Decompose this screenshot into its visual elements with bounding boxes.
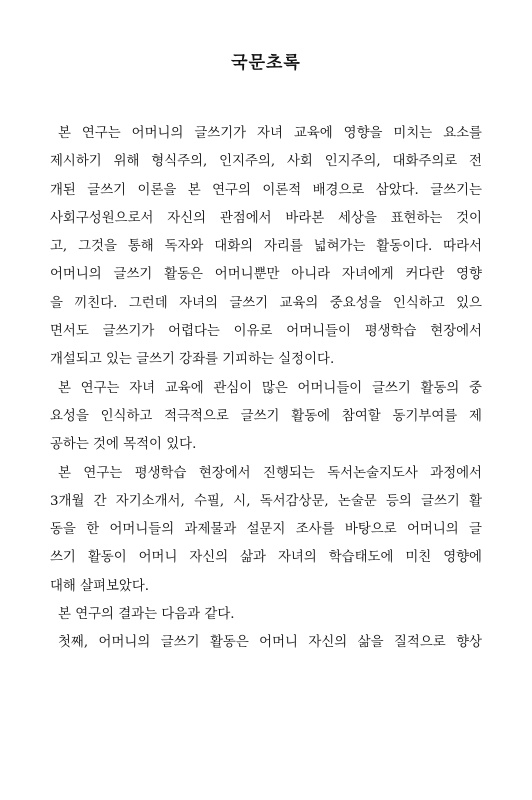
body-line: 본 연구는 평생학습 현장에서 진행되는 독서논술지도사 과정에서 [58,465,482,481]
body-line: 3개월 간 자기소개서, 수필, 시, 독서감상문, 논술문 등의 글쓰기 활 [50,493,482,509]
body-line: 본 연구는 어머니의 글쓰기가 자녀 교육에 영향을 미치는 요소를 [58,126,482,141]
body-line: 첫째, 어머니의 글쓰기 활동은 어머니 자신의 삶을 질적으로 향상 [58,635,482,651]
body-line: 대해 살펴보았다. [50,578,150,594]
body-line: 고, 그것을 통해 독자와 대화의 자리를 넓혀가는 활동이다. 따라서 [50,239,482,255]
body-line: 면서도 글쓰기가 어렵다는 이유로 어머니들이 평생학습 현장에서 [50,324,482,340]
body-line: 동을 한 어머니들의 과제물과 설문지 조사를 바탕으로 어머니의 글 [50,522,482,538]
abstract-body [50,120,482,658]
body-line: 요성을 인식하고 적극적으로 글쓰기 활동에 참여할 동기부여를 제 [50,408,482,424]
body-line: 공하는 것에 목적이 있다. [50,437,197,453]
body-line: 을 끼친다. 그런데 자녀의 글쓰기 교육의 중요성을 인식하고 있으 [50,295,482,311]
body-line: 본 연구의 결과는 다음과 같다. [58,607,235,623]
body-line: 사회구성원으로서 자신의 관점에서 바라본 세상을 표현하는 것이 [50,210,482,226]
body-line: 본 연구는 자녀 교육에 관심이 많은 어머니들이 글쓰기 활동의 중 [58,380,482,396]
body-line: 쓰기 활동이 어머니 자신의 삶과 자녀의 학습태도에 미친 영향에 [50,550,482,566]
body-line: 개설되고 있는 글쓰기 강좌를 기피하는 실정이다. [50,352,335,368]
body-line: 제시하기 위해 형식주의, 인지주의, 사회 인지주의, 대화주의로 전 [50,154,482,170]
body-line: 어머니의 글쓰기 활동은 어머니뿐만 아니라 자녀에게 커다란 영향 [50,267,482,283]
body-line: 개된 글쓰기 이론을 본 연구의 이론적 배경으로 삼았다. 글쓰기는 [50,182,482,198]
abstract-title: 국문초록 [231,53,301,73]
